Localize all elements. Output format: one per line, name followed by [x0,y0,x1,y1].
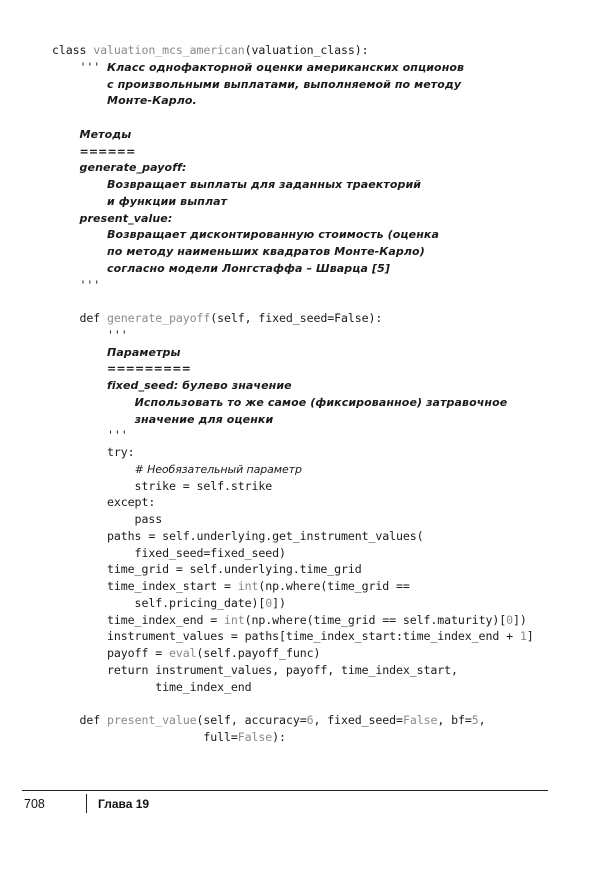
code-line [52,193,227,210]
code-text: (np.where(time_grid == [258,579,410,593]
code-line [52,528,424,545]
code-text: time_grid = self.underlying.time_grid [52,562,362,577]
code-text [52,227,107,241]
code-text: ''' [52,428,128,443]
code-text: payoff = [52,646,169,660]
code-line [52,628,534,645]
code-token-highlight: generate_payoff [107,311,211,325]
code-text: , bf= [437,713,472,727]
code-line [52,310,382,327]
code-line [52,729,286,746]
code-line [52,143,135,160]
code-text [52,194,107,208]
code-line [52,578,410,595]
code-line [52,360,191,377]
code-line [52,377,292,394]
code-line [52,561,362,578]
docstring-text: Монте-Карло. [107,94,197,108]
docstring-text: ====== [79,144,136,158]
code-text: ]) [272,595,286,610]
docstring-text: Параметры [107,345,181,359]
code-line [52,411,273,428]
code-text [52,211,80,225]
code-line [52,394,507,411]
code-text: def [52,311,108,325]
docstring-text: present_value: [79,211,173,225]
code-text: (self, fixed_seed=False): [210,311,383,325]
code-line [52,427,128,444]
code-line [52,511,162,528]
code-comment: # Необязательный параметр [134,462,302,476]
code-line [52,712,486,729]
docstring-text: Класс однофакторной оценки американских опционов [107,60,465,74]
code-line [52,42,369,59]
code-text [52,77,107,91]
code-token-highlight: 0 [506,612,513,627]
code-line [52,176,421,193]
docstring-text: Использовать то же самое (фиксированное) затравочное [134,395,508,409]
code-text [52,127,80,141]
code-text [52,244,107,258]
code-text: , [478,713,486,727]
code-line [52,126,131,143]
code-text: ] [526,629,534,644]
code-text [52,462,135,476]
docstring-text: Возвращает выплаты для заданных траекторий [107,178,422,191]
code-line [52,344,181,361]
code-token-highlight: valuation_mcs_american [93,43,245,57]
footer-separator [86,794,87,813]
code-text: try: [52,445,135,459]
code-line [52,260,390,277]
code-text: ''' [52,277,101,292]
code-text: instrument_values = paths[time_index_start:time_index_end + [52,629,520,644]
code-line [52,478,272,495]
code-line [52,159,186,176]
code-text [52,345,107,359]
code-token-highlight: False [237,729,273,744]
code-line [52,327,128,344]
docstring-text: Возвращает дисконтированную стоимость (оценка [107,228,439,242]
page-number: 708 [24,797,45,811]
code-line [52,277,100,294]
code-token-highlight: eval [168,646,197,660]
footer-rule [22,790,548,791]
code-line [52,679,252,696]
docstring-text: по методу наименьших квадратов Монте-Карло) [107,245,425,258]
code-text: except: [52,495,156,510]
code-line [52,494,155,511]
code-text [52,93,107,107]
chapter-label: Глава 19 [98,797,150,811]
code-text [52,395,135,409]
code-text: class [52,43,94,57]
code-line [52,545,286,562]
code-text: (valuation_class): [244,43,369,57]
code-text: return instrument_values, payoff, time_index_start, [52,662,458,677]
code-text: self.pricing_date)[ [52,595,266,610]
docstring-text: согласно модели Лонгстаффа – Шварца [5] [107,261,390,275]
code-token-highlight: 0 [265,595,273,610]
code-text [52,378,107,392]
code-text: time_index_start = [52,579,238,593]
docstring-text: generate_payoff: [79,161,187,175]
code-text: ''' [52,59,108,74]
docstring-text: ========= [107,362,191,376]
code-text [52,177,107,191]
code-text: (self.payoff_func) [196,646,321,660]
code-line [52,243,425,260]
code-line [52,612,527,629]
code-text: ]) [513,612,527,627]
code-token-highlight: 1 [519,629,527,644]
code-text: ''' [52,327,128,342]
code-line [52,461,302,478]
code-text: ): [272,729,286,744]
code-text: fixed_seed=fixed_seed) [52,545,286,560]
code-line [52,59,464,76]
code-text: def [52,713,108,727]
code-text [52,144,80,158]
code-text: (self, accuracy= [196,713,307,727]
code-token-highlight: present_value [107,713,197,727]
code-text: time_index_end = [52,612,225,627]
code-line [52,92,197,109]
code-token-highlight: 6 [306,713,314,727]
code-line [52,645,320,662]
code-text: paths = self.underlying.get_instrument_values( [52,528,424,543]
code-text [52,412,135,426]
code-text: , fixed_seed= [313,713,403,727]
code-token-highlight: 5 [471,713,479,727]
code-token-highlight: False [402,713,438,727]
code-text [52,261,107,275]
code-text [52,160,80,174]
docstring-text: значение для оценки [134,412,274,426]
code-line [52,662,458,679]
code-line [52,210,172,227]
code-text: pass [52,512,163,526]
code-token-highlight: int [224,612,245,627]
docstring-text: и функции выплат [107,194,228,208]
docstring-text: Методы [79,127,132,141]
code-token-highlight: int [237,579,259,593]
code-text: (np.where(time_grid == self.maturity)[ [244,612,507,627]
code-text: time_index_end [52,679,252,694]
code-line [52,76,461,93]
code-line [52,595,286,612]
code-text [52,361,107,375]
docstring-text: fixed_seed: булево значение [107,379,292,392]
code-line [52,226,439,243]
code-text: strike = self.strike [52,478,273,493]
docstring-text: с произвольными выплатами, выполняемой по методу [107,77,462,91]
code-text: full= [52,729,238,744]
code-line [52,444,135,461]
